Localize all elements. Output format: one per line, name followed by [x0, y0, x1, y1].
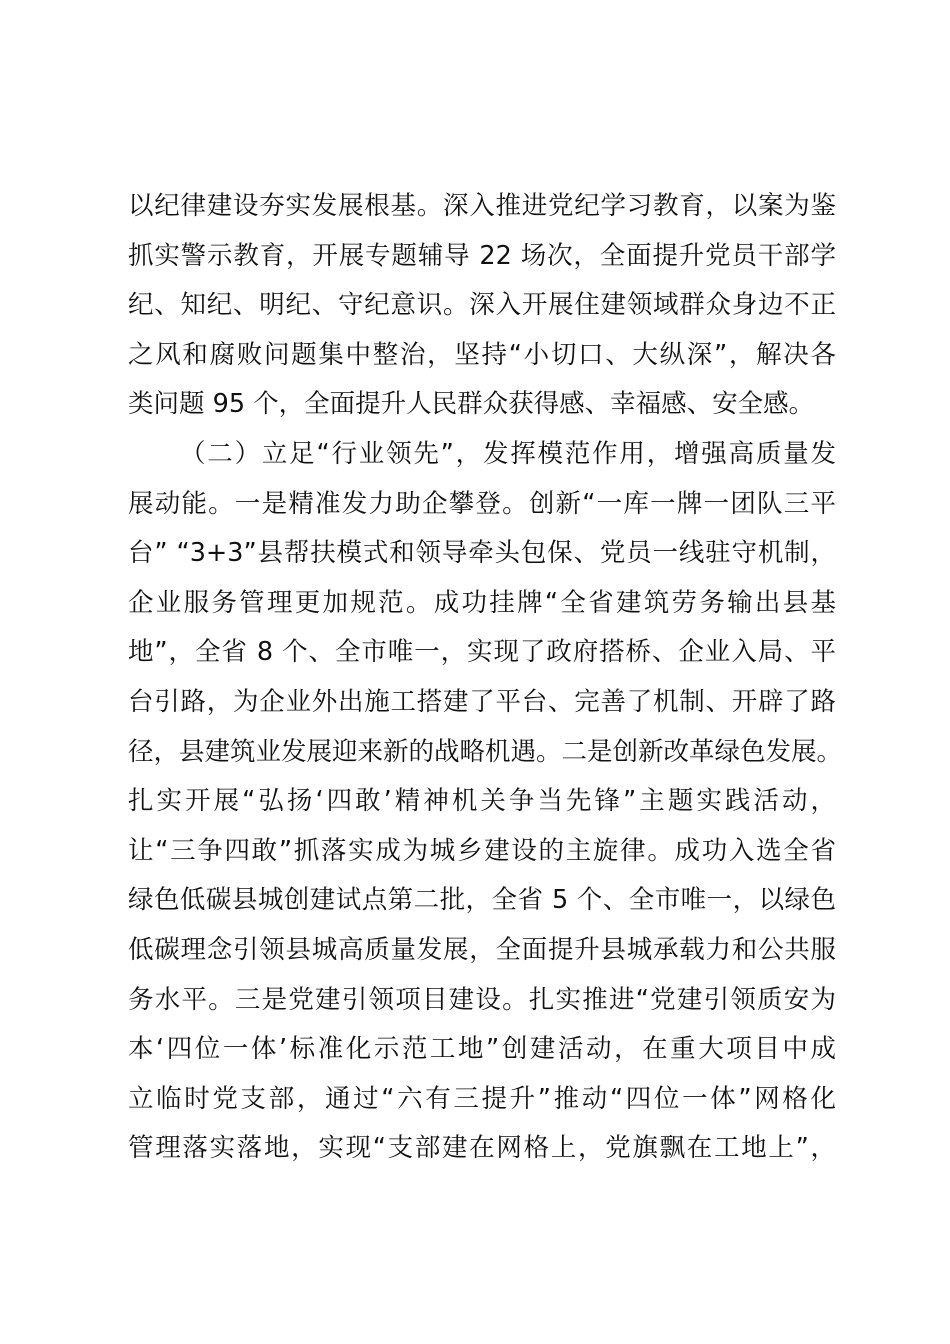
text-line: 抓实警示教育，开展专题辅导 22 场次，全面提升党员干部学: [128, 240, 836, 271]
text-line: 让“三争四敢”抓落实成为城乡建设的主旋律。成功入选全省: [128, 835, 836, 866]
text-line: 台引路，为企业外出施工搭建了平台、完善了机制、开辟了路: [128, 686, 836, 717]
text-line: 企业服务管理更加规范。成功挂牌“全省建筑劳务输出县基: [128, 587, 836, 618]
text-line: 径，县建筑业发展迎来新的战略机遇。二是创新改革绿色发展。: [128, 736, 843, 767]
text-line: 之风和腐败问题集中整治，坚持“小切口、大纵深”，解决各: [128, 339, 836, 370]
text-line: （二）立足“行业领先”，发挥模范作用，增强高质量发: [180, 438, 836, 469]
text-line: 展动能。一是精准发力助企攀登。创新“一库一牌一团队三平: [128, 488, 836, 519]
text-line: 类问题 95 个，全面提升人民群众获得感、幸福感、安全感。: [128, 389, 815, 420]
text-line: 台” “3+3”县帮扶模式和领导牵头包保、党员一线驻守机制，: [128, 538, 836, 569]
text-line: 本‘四位一体’标准化示范工地”创建活动，在重大项目中成: [128, 1034, 836, 1065]
text-line: 地”，全省 8 个、全市唯一，实现了政府搭桥、企业入局、平: [128, 637, 836, 668]
text-line: 立临时党支部，通过“六有三提升”推动“四位一体”网格化: [128, 1083, 836, 1114]
text-line: 务水平。三是党建引领项目建设。扎实推进“党建引领质安为: [128, 984, 836, 1015]
text-line: 管理落实落地，实现“支部建在网格上，党旗飘在工地上”，: [128, 1133, 836, 1164]
body-text: [128, 182, 843, 1174]
text-line: 纪、知纪、明纪、守纪意识。深入开展住建领域群众身边不正: [128, 290, 836, 321]
text-line: 低碳理念引领县城高质量发展，全面提升县城承载力和公共服: [128, 934, 836, 965]
text-line: 以纪律建设夯实发展根基。深入推进党纪学习教育，以案为鉴: [128, 191, 836, 221]
text-line: 扎实开展“弘扬‘四敢’精神机关争当先锋”主题实践活动，: [128, 786, 836, 817]
text-line: 绿色低碳县城创建试点第二批，全省 5 个、全市唯一，以绿色: [128, 885, 836, 916]
